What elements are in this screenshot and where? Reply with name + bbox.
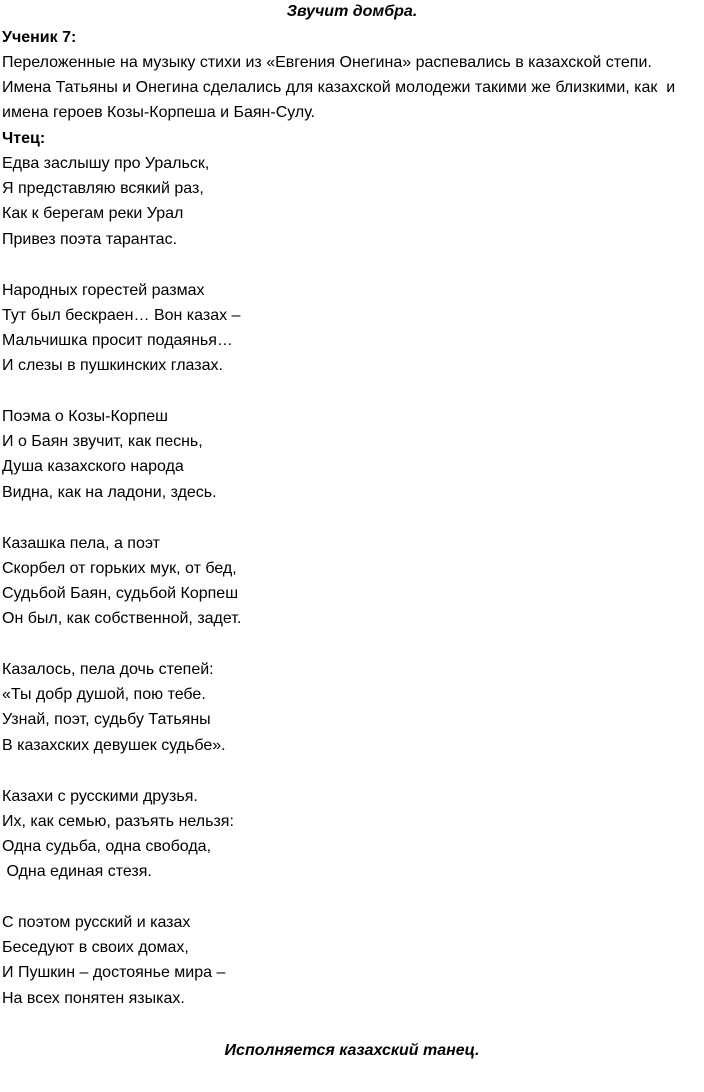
page-title: Звучит домбра.: [286, 3, 418, 20]
prose-line: имена героев Козы-Корпеша и Баян-Сулу.: [2, 104, 316, 121]
verse-line: Народных горестей размах: [2, 282, 205, 299]
verse-line: Скорбел от горьких мук, от бед,: [2, 560, 237, 577]
prose-line: Переложенные на музыку стихи из «Евгения Онегина» распевались в казахской степи.: [2, 54, 652, 71]
speaker-label: Ученик 7:: [2, 29, 77, 46]
verse-line: Едва заслышу про Уральск,: [2, 155, 210, 172]
verse-line: Как к берегам реки Урал: [2, 205, 184, 222]
verse-line: Судьбой Баян, судьбой Корпеш: [2, 585, 239, 602]
verse-line: Казалось, пела дочь степей:: [2, 661, 214, 678]
verse-line: Одна единая стезя.: [2, 863, 152, 880]
stage-direction: Исполняется казахский танец.: [224, 1042, 480, 1059]
verse-line: Их, как семью, разъять нельзя:: [2, 813, 234, 830]
verse-line: Казахи с русскими друзья.: [2, 788, 198, 805]
verse-line: На всех понятен языках.: [2, 990, 185, 1007]
verse-line: И о Баян звучит, как песнь,: [2, 433, 203, 450]
verse-line: Узнай, поэт, судьбу Татьяны: [2, 711, 211, 728]
verse-line: Беседуют в своих домах,: [2, 939, 189, 956]
verse-line: Я представляю всякий раз,: [2, 180, 204, 197]
verse-line: Душа казахского народа: [2, 458, 184, 475]
verse-line: Одна судьба, одна свобода,: [2, 838, 212, 855]
verse-line: С поэтом русский и казах: [2, 914, 191, 931]
verse-line: Мальчишка просит подаянья…: [2, 332, 233, 349]
verse-line: Поэма о Козы-Корпеш: [2, 408, 168, 425]
prose-line: Имена Татьяны и Онегина сделались для казахской молодежи такими же близкими, как и: [2, 79, 676, 96]
verse-line: Видна, как на ладони, здесь.: [2, 484, 217, 501]
verse-line: В казахских девушек судьбе».: [2, 737, 226, 754]
verse-line: Привез поэта тарантас.: [2, 231, 178, 248]
verse-line: «Ты добр душой, пою тебе.: [2, 686, 206, 703]
verse-line: Казашка пела, а поэт: [2, 535, 161, 552]
speaker-label: Чтец:: [2, 130, 46, 147]
verse-line: Он был, как собственной, задет.: [2, 610, 242, 627]
verse-line: Тут был бескраен… Вон казах –: [2, 307, 241, 324]
verse-line: И слезы в пушкинских глазах.: [2, 357, 223, 374]
verse-line: И Пушкин – достоянье мира –: [2, 964, 226, 981]
